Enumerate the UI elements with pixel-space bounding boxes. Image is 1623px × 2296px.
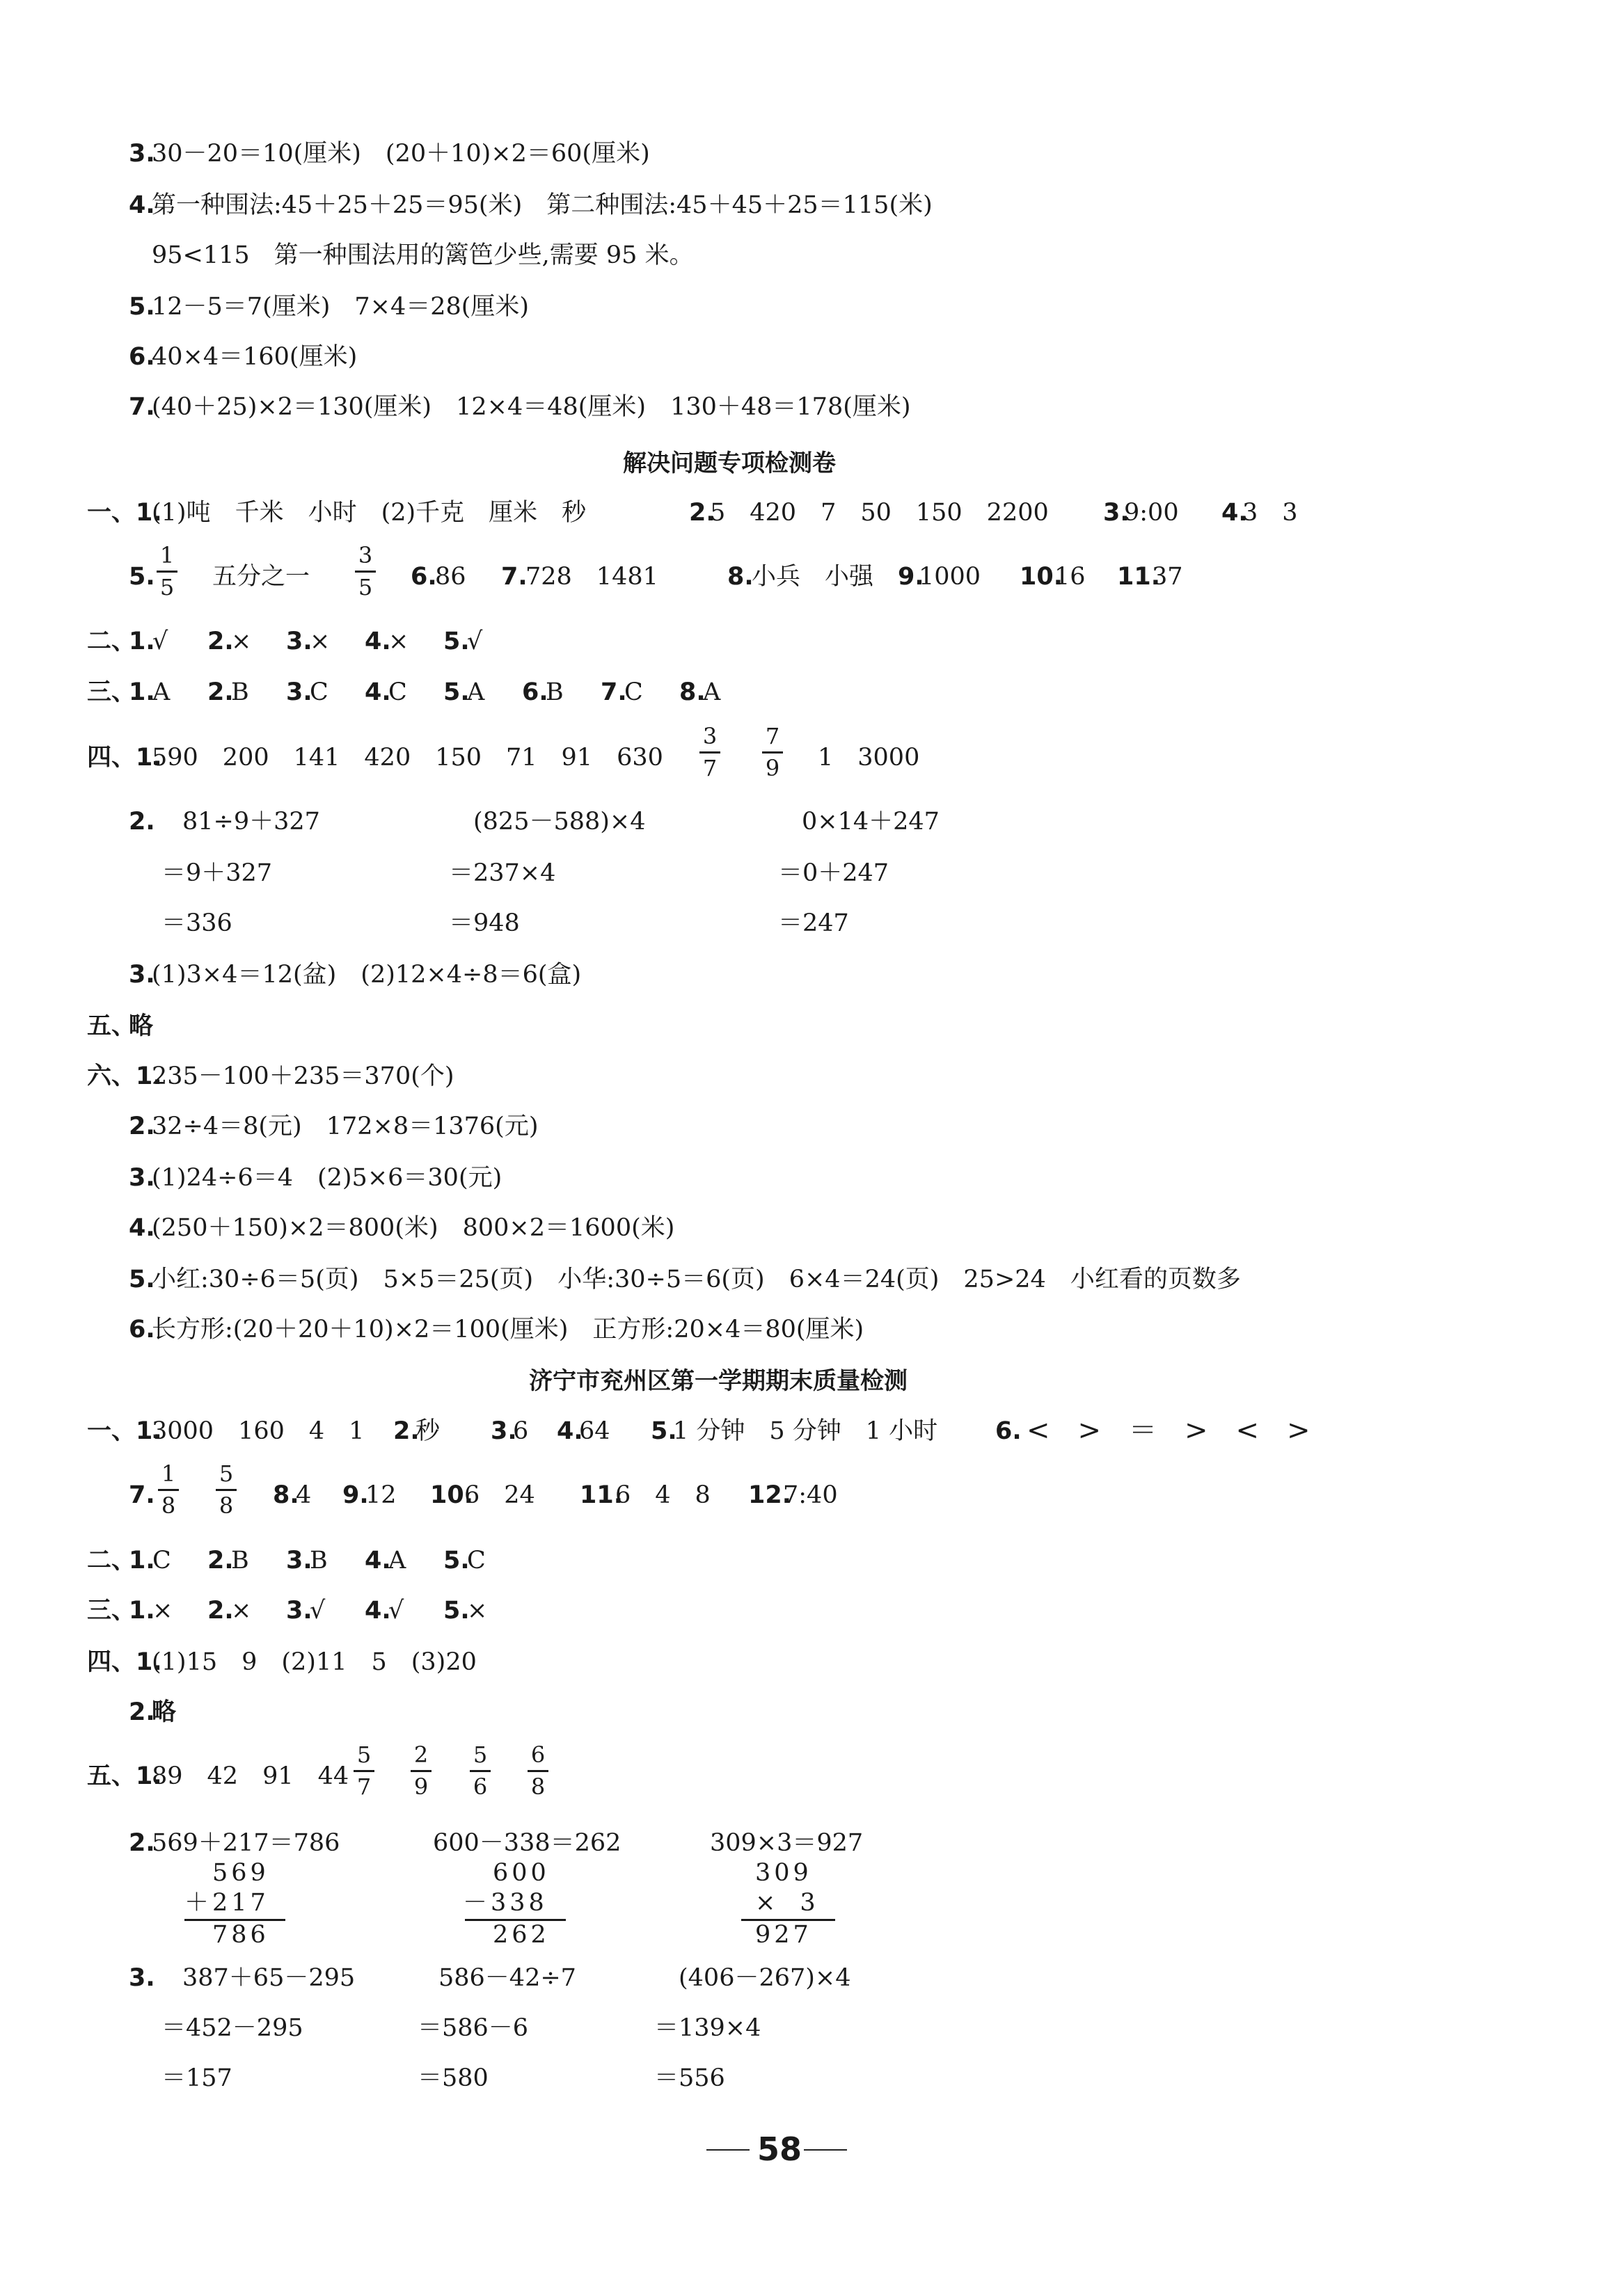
- fraction: 5 8: [216, 1462, 237, 1517]
- answer-text: B: [231, 1547, 249, 1574]
- answer-text: 64: [579, 1417, 610, 1445]
- answer-text: (250＋150)×2＝800(米) 800×2＝1600(米): [152, 1214, 675, 1242]
- answer-text: 第一种围法:45＋25＋25＝95(米) 第二种围法:45＋45＋25＝115(米): [152, 191, 933, 219]
- item-number: 2.: [129, 1829, 155, 1857]
- section-head: 一、1.: [87, 1417, 162, 1445]
- answer-text: 小红:30÷6＝5(页) 5×5＝25(页) 小华:30÷5＝6(页) 6×4＝24(页) 25>24 小红看的页数多: [152, 1266, 1241, 1293]
- item-number: 1.: [129, 678, 155, 706]
- vertical-calc-digit: 927: [755, 1921, 812, 1949]
- answer-text: C: [624, 678, 643, 706]
- calc-step: ＝157: [161, 2064, 232, 2092]
- fraction: 1 5: [157, 544, 177, 598]
- item-number: 4.: [129, 191, 155, 219]
- vertical-calc-digit: ＋217: [184, 1889, 269, 1917]
- item-number: 8.: [727, 563, 754, 591]
- item-number: 4.: [365, 678, 391, 706]
- answer-text: C: [152, 1547, 171, 1574]
- answer-text: (1)吨 千米 小时 (2)千克 厘米 秒: [152, 499, 587, 527]
- answer-text: A: [388, 1547, 406, 1574]
- item-number: 3.: [286, 1597, 312, 1625]
- answer-text: 728 1481: [525, 563, 658, 591]
- vertical-calc-digit: 786: [212, 1921, 269, 1949]
- vertical-calc-digit: 569: [212, 1859, 269, 1887]
- item-number: 2.: [393, 1417, 420, 1445]
- section-title: 济宁市兖州区第一学期期末质量检测: [529, 1367, 908, 1395]
- calc-expression: 309×3＝927: [710, 1829, 864, 1857]
- fraction: 5 7: [354, 1744, 374, 1798]
- vertical-calc-digit: × 3: [755, 1889, 816, 1917]
- page-number-dash: [706, 2149, 750, 2151]
- item-number: 11.: [1117, 563, 1161, 591]
- calc-step: 0×14＋247: [802, 808, 940, 836]
- fraction: 5 6: [470, 1744, 491, 1798]
- item-number: 5.: [443, 1597, 470, 1625]
- answer-text: 长方形:(20＋20＋10)×2＝100(厘米) 正方形:20×4＝80(厘米): [152, 1316, 864, 1344]
- answer-text: 4: [296, 1481, 312, 1509]
- item-number: 6.: [522, 678, 548, 706]
- item-number: 4.: [365, 628, 391, 655]
- calc-step: 387＋65－295: [182, 1964, 356, 1992]
- item-number: 3.: [129, 1964, 155, 1992]
- item-number: 4.: [1221, 499, 1248, 527]
- answer-text: ×: [152, 1597, 173, 1625]
- answer-text: C: [310, 678, 328, 706]
- answer-text: C: [388, 678, 407, 706]
- vertical-calc-digit: 600: [493, 1859, 550, 1887]
- item-number: 2.: [207, 1547, 234, 1574]
- fraction: 3 5: [355, 544, 376, 598]
- answer-text: 3000 160 4 1: [152, 1417, 365, 1445]
- answer-text: 3 3: [1242, 499, 1298, 527]
- answer-text: B: [231, 678, 249, 706]
- section-head: 二、: [87, 628, 136, 655]
- fraction: 3 7: [699, 725, 720, 779]
- answer-text: 590 200 141 420 150 71 91 630: [152, 744, 663, 772]
- answer-text: A: [467, 678, 485, 706]
- item-number: 3.: [129, 961, 155, 989]
- calc-step: ＝0＋247: [778, 859, 889, 887]
- item-number: 5.: [651, 1417, 677, 1445]
- section-head: 五、1.: [87, 1762, 162, 1790]
- item-number: 2.: [129, 808, 155, 836]
- answer-text: 30－20＝10(厘米) (20＋10)×2＝60(厘米): [152, 140, 650, 168]
- item-number: 10.: [1020, 563, 1063, 591]
- item-number: 8.: [679, 678, 706, 706]
- answer-text: 6 4 8: [615, 1481, 711, 1509]
- section-head: 五、: [87, 1012, 136, 1040]
- answer-text: 秒: [415, 1417, 441, 1445]
- item-number: 1.: [129, 628, 155, 655]
- calc-step: 586－42÷7: [438, 1964, 576, 1992]
- answer-text: 89 42 91 44: [152, 1762, 349, 1790]
- answer-text: √: [152, 628, 168, 655]
- calc-step: ＝237×4: [449, 859, 556, 887]
- calc-step: ＝948: [449, 909, 520, 937]
- calc-step: (406－267)×4: [679, 1964, 851, 1992]
- answer-text: 1 3000: [818, 744, 920, 772]
- answer-text: 86: [435, 563, 466, 591]
- answer-text: 235－100＋235＝370(个): [152, 1062, 454, 1090]
- item-number: 1.: [129, 1597, 155, 1625]
- item-number: 5.: [443, 628, 470, 655]
- item-number: 7.: [601, 678, 627, 706]
- item-number: 6.: [129, 343, 155, 371]
- answer-text: 16: [1054, 563, 1086, 591]
- item-number: 2.: [207, 628, 234, 655]
- answer-text: B: [310, 1547, 328, 1574]
- answer-text: 12: [365, 1481, 397, 1509]
- item-number: 2.: [207, 1597, 234, 1625]
- section-head: 三、: [87, 1597, 136, 1625]
- answer-text: 37: [1152, 563, 1183, 591]
- item-number: 3.: [286, 628, 312, 655]
- answer-text: (1)3×4＝12(盆) (2)12×4÷8＝6(盒): [152, 961, 582, 989]
- answer-text: 略: [152, 1698, 177, 1726]
- answer-text: √: [388, 1597, 404, 1625]
- item-number: 6.: [411, 563, 437, 591]
- item-number: 3.: [1103, 499, 1130, 527]
- answer-text: (40＋25)×2＝130(厘米) 12×4＝48(厘米) 130＋48＝178(厘米): [152, 393, 911, 421]
- item-number: 12.: [748, 1481, 792, 1509]
- item-number: 9.: [898, 563, 924, 591]
- item-number: 3.: [286, 678, 312, 706]
- answer-text: 小兵 小强: [752, 563, 874, 591]
- answer-text: √: [310, 1597, 326, 1625]
- item-number: 7.: [129, 1481, 155, 1509]
- section-head: 二、: [87, 1547, 136, 1574]
- vertical-calc-digit: 262: [493, 1921, 550, 1949]
- fraction: 2 9: [411, 1744, 432, 1798]
- answer-text: ×: [231, 1597, 252, 1625]
- item-number: 1.: [129, 1547, 155, 1574]
- calc-step: ＝139×4: [654, 2014, 761, 2042]
- item-number: 5.: [443, 1547, 470, 1574]
- item-number: 4.: [365, 1547, 391, 1574]
- answer-text: ×: [467, 1597, 488, 1625]
- answer-text: 1000: [919, 563, 981, 591]
- calc-step: 81÷9＋327: [182, 808, 320, 836]
- item-number: 6.: [129, 1316, 155, 1344]
- calc-expression: 600－338＝262: [433, 1829, 622, 1857]
- item-number: 5.: [129, 1266, 155, 1293]
- item-number: 2.: [207, 678, 234, 706]
- answer-text: (1)24÷6＝4 (2)5×6＝30(元): [152, 1164, 502, 1192]
- fraction: 7 9: [762, 725, 783, 779]
- item-number: 3.: [286, 1547, 312, 1574]
- answer-text: A: [703, 678, 721, 706]
- answer-text: 略: [129, 1012, 154, 1040]
- answer-text: B: [546, 678, 564, 706]
- calc-step: ＝556: [654, 2064, 725, 2092]
- answer-text: ×: [231, 628, 252, 655]
- item-number: 4.: [365, 1597, 391, 1625]
- calc-step: ＝336: [161, 909, 232, 937]
- item-number: 10.: [430, 1481, 474, 1509]
- item-number: 6.: [995, 1417, 1022, 1445]
- vertical-calc-digit: 309: [755, 1859, 812, 1887]
- section-title: 解决问题专项检测卷: [623, 449, 836, 477]
- item-number: 11.: [580, 1481, 624, 1509]
- item-number: 2.: [129, 1698, 155, 1726]
- vertical-calc-digit: －338: [463, 1889, 548, 1917]
- answer-text: 7:40: [783, 1481, 838, 1509]
- section-head: 三、: [87, 678, 136, 706]
- fraction: 1 8: [158, 1462, 179, 1517]
- fraction: 6 8: [528, 1744, 548, 1798]
- calc-expression: 569＋217＝786: [152, 1829, 340, 1857]
- page-number-dash: [804, 2149, 847, 2151]
- item-number: 3.: [491, 1417, 517, 1445]
- item-number: 2.: [129, 1113, 155, 1140]
- item-number: 5.: [129, 563, 155, 591]
- answer-text: (1)15 9 (2)11 5 (3)20: [152, 1648, 477, 1676]
- answer-text: C: [467, 1547, 486, 1574]
- answer-text: 32÷4＝8(元) 172×8＝1376(元): [152, 1113, 539, 1140]
- answer-text: √: [467, 628, 483, 655]
- item-number: 5.: [129, 293, 155, 321]
- answer-text: 1 分钟 5 分钟 1 小时: [673, 1417, 938, 1445]
- section-head: 四、1.: [87, 744, 162, 772]
- calc-step: ＝247: [778, 909, 849, 937]
- item-number: 4.: [129, 1214, 155, 1242]
- answer-text: ×: [388, 628, 409, 655]
- answer-text: A: [152, 678, 171, 706]
- item-number: 4.: [557, 1417, 583, 1445]
- answer-text: 5 420 7 50 150 2200: [710, 499, 1049, 527]
- answer-text: 95<115 第一种围法用的篱笆少些,需要 95 米。: [152, 241, 694, 269]
- item-number: 2.: [689, 499, 715, 527]
- section-head: 一、1.: [87, 499, 162, 527]
- answer-text: 40×4＝160(厘米): [152, 343, 358, 371]
- answer-text: 12－5＝7(厘米) 7×4＝28(厘米): [152, 293, 530, 321]
- calc-step: ＝9＋327: [161, 859, 273, 887]
- item-number: 3.: [129, 140, 155, 168]
- item-number: 8.: [273, 1481, 299, 1509]
- section-head: 四、1.: [87, 1648, 162, 1676]
- calc-step: ＝452－295: [161, 2014, 303, 2042]
- answer-text: 6: [513, 1417, 529, 1445]
- answer-text: ×: [310, 628, 331, 655]
- answer-text: 五分之一: [212, 563, 310, 591]
- section-head: 六、1.: [87, 1062, 162, 1090]
- calc-step: (825－588)×4: [473, 808, 646, 836]
- answer-text: 9:00: [1124, 499, 1179, 527]
- item-number: 3.: [129, 1164, 155, 1192]
- item-number: 9.: [342, 1481, 369, 1509]
- answer-text: < > ＝ > < >: [1027, 1414, 1311, 1446]
- item-number: 7.: [129, 393, 155, 421]
- calc-step: ＝586－6: [418, 2014, 529, 2042]
- item-number: 5.: [443, 678, 470, 706]
- item-number: 7.: [501, 563, 528, 591]
- answer-text: 6 24: [464, 1481, 535, 1509]
- page-number: 58: [757, 2130, 802, 2168]
- calc-step: ＝580: [418, 2064, 489, 2092]
